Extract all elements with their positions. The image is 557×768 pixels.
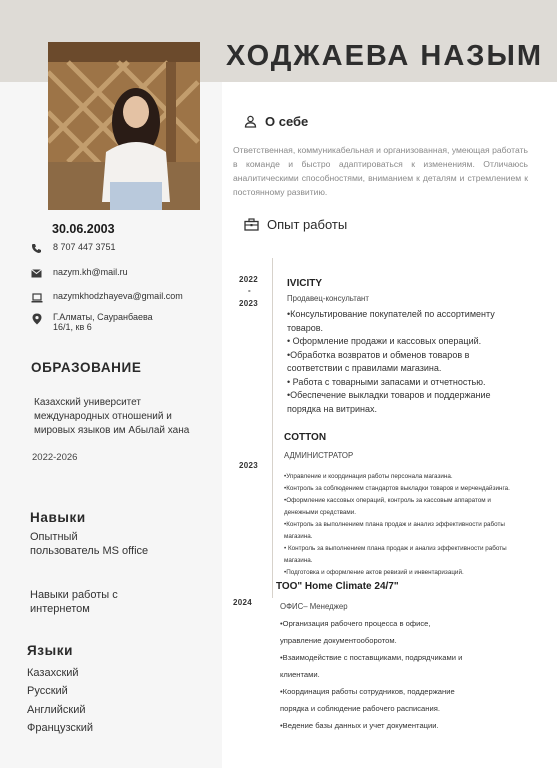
duty-line: соответствии с правилами магазина. — [287, 363, 442, 373]
duty-line: •Подготовка и оформление актов ревизий и инвентаризаций. — [284, 569, 464, 576]
job-company: COTTON — [284, 432, 327, 443]
duty-line: • Оформление продажи и кассовых операций. — [287, 336, 482, 346]
job-company: ТОО" Home Climate 24/7" — [276, 581, 399, 592]
contact-email-1 — [30, 267, 128, 280]
duty-line: •Организация рабочего процесса в офисе, — [280, 619, 431, 628]
duty-line: управление документооборотом. — [280, 636, 397, 645]
about-text: Ответственная, коммуникабельная и организованная, умеющая работать в команде и быстро адаптироваться к изменениям. Отличаюсь аналитическими способностями, вниманием к деталям и стремлением к постоянному развитию. — [233, 145, 528, 197]
contact-email-2 — [30, 291, 183, 304]
duty-line: • Контроль за выполнением плана продаж и анализ эффективности работы — [284, 545, 507, 552]
skill-item: Навыки работы с интернетом — [30, 589, 118, 615]
duty-line: •Консультирование покупателей по ассортименту — [287, 309, 495, 319]
candidate-name: ХОДЖАЕВА НАЗЫМ — [226, 40, 544, 72]
job-role: ОФИС– Менеджер — [280, 602, 348, 611]
duty-line: порядка и соблюдение рабочего расписания. — [280, 704, 440, 713]
skills-heading: Навыки — [30, 510, 86, 525]
duty-line: •Ведение базы данных и учет документации. — [280, 721, 439, 730]
job-role: Продавец-консультант — [287, 294, 369, 303]
about-heading: О себе — [265, 114, 309, 129]
mail-icon — [30, 267, 43, 280]
user-icon — [244, 115, 257, 128]
job-year: 2023 — [239, 461, 258, 470]
duty-line: •Контроль за выполнением плана продаж и анализ эффективности работы — [284, 521, 505, 528]
duty-line: клиентами. — [280, 670, 320, 679]
profile-photo — [48, 42, 200, 210]
duty-line: •Обработка возвратов и обменов товаров в — [287, 349, 470, 360]
phone-number: 8 707 447 3751 — [53, 242, 116, 252]
education-university: Казахский университет международных отношений и мировых языков им Абылай хана — [34, 397, 190, 436]
job-company: IVICITY — [287, 278, 323, 289]
laptop-icon — [30, 291, 43, 304]
briefcase-icon — [244, 218, 259, 231]
timeline-divider — [272, 258, 273, 598]
job-duties — [280, 615, 462, 734]
address-line-2: 16/1, кв 6 — [53, 322, 92, 332]
duty-line: товаров. — [287, 322, 324, 333]
job-duties — [284, 471, 510, 579]
education-years: 2022-2026 — [32, 452, 78, 463]
job-duties — [287, 308, 495, 416]
experience-section-header — [244, 217, 347, 232]
experience-heading: Опыт работы — [267, 217, 348, 232]
language-item: Английский — [27, 704, 86, 716]
contact-phone — [30, 242, 116, 255]
about-section-header — [244, 114, 308, 129]
duty-line: •Взаимодействие с поставщиками, подрядчиками и — [280, 653, 463, 662]
duty-line: порядка на витринах. — [287, 403, 377, 414]
duty-line: •Координация работы сотрудников, поддержание — [280, 687, 455, 696]
language-item: Французский — [27, 722, 93, 734]
job-year-to: 2023 — [239, 299, 258, 308]
duty-line: •Оформление кассовых операций, контроль за кассовым аппаратом и — [284, 497, 491, 504]
language-item: Казахский — [27, 667, 79, 679]
job-year-dash: - — [248, 286, 251, 295]
duty-line: магазина. — [284, 557, 313, 564]
duty-line: •Контроль за соблюдением стандартов выкладки товаров и мерчендайзинга. — [284, 485, 510, 492]
duty-line: •Управление и координация работы персонала магазина. — [284, 473, 453, 480]
duty-line: •Обеспечение выкладки товаров и поддержание — [287, 390, 491, 400]
language-item: Русский — [27, 685, 68, 697]
duty-line: денежными средствами. — [284, 509, 356, 516]
email-primary[interactable]: nazym.kh@mail.ru — [53, 267, 128, 277]
location-pin-icon — [30, 312, 43, 325]
education-heading: ОБРАЗОВАНИЕ — [31, 360, 142, 375]
job-year-from: 2022 — [239, 275, 258, 284]
phone-icon — [30, 242, 43, 255]
contact-address — [30, 312, 153, 332]
email-secondary[interactable]: nazymkhodzhayeva@gmail.com — [53, 291, 183, 301]
duty-line: • Работа с товарными запасами и отчетностью. — [287, 376, 486, 387]
skill-item: Опытный пользователь MS office — [30, 531, 149, 557]
address-line-1: Г.Алматы, Сауранбаева — [53, 312, 153, 322]
date-of-birth: 30.06.2003 — [52, 222, 115, 236]
duty-line: магазина. — [284, 533, 313, 540]
job-role: АДМИНИСТРАТОР — [284, 451, 354, 460]
languages-heading: Языки — [27, 643, 73, 658]
job-year: 2024 — [233, 598, 252, 607]
